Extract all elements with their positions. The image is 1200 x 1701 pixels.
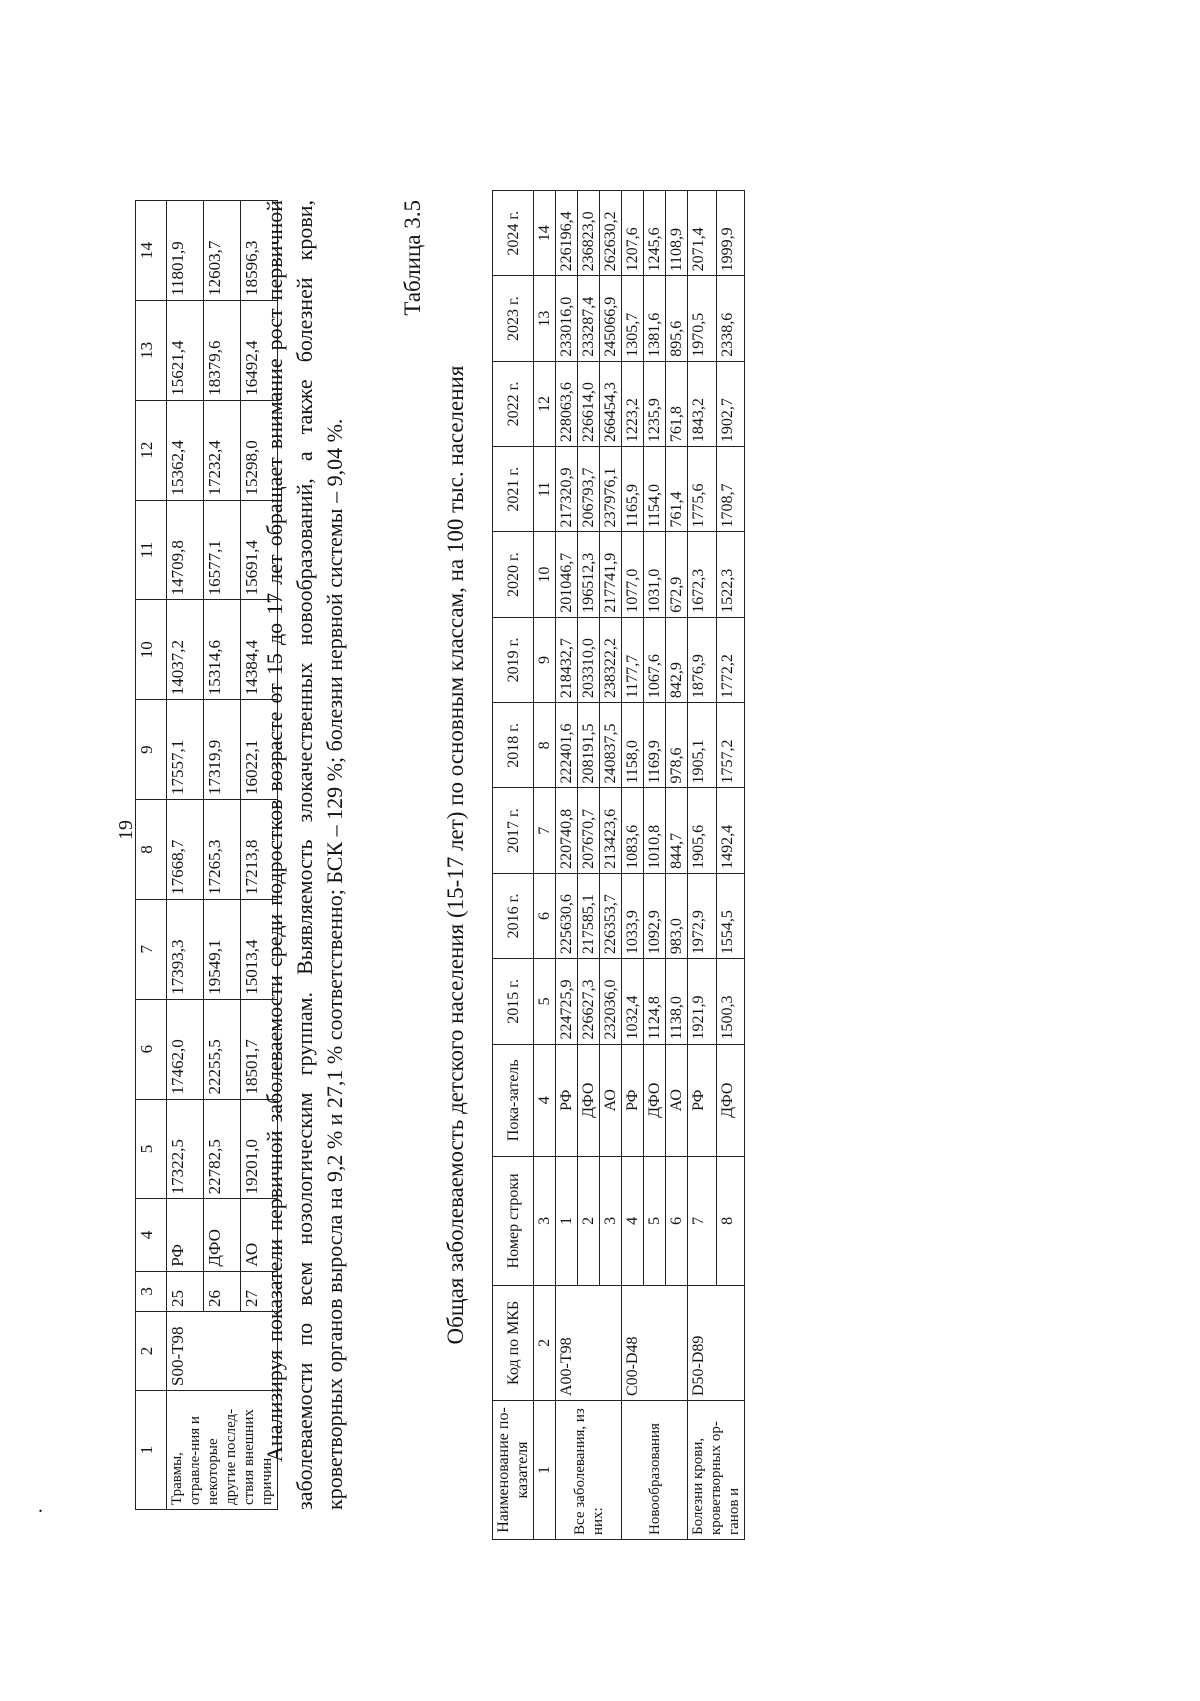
value-cell: 1305,7 [622,276,644,361]
table2-row [688,191,717,1540]
table2-col-header: Код по МКБ [493,1285,534,1400]
value-cell: 1775,6 [688,447,717,532]
indicator: АО [241,1199,278,1271]
value-cell: 17462,0 [167,999,204,1099]
value-cell: 266454,3 [600,361,622,446]
table2-col-number: 12 [534,361,556,446]
table2-col-header: 2019 г. [493,617,534,702]
table2-col-header: Номер строки [493,1156,534,1285]
value-cell: 233287,4 [578,276,600,361]
value-cell: 1177,7 [622,617,644,702]
value-cell: 217320,9 [556,447,578,532]
value-cell: 761,4 [666,447,688,532]
indicator: РФ [688,1044,717,1156]
value-cell: 1083,6 [622,788,644,873]
value-cell: 14037,2 [167,600,204,700]
value-cell: 19549,1 [204,899,241,999]
table2-col-number: 11 [534,447,556,532]
value-cell: 262630,2 [600,191,622,276]
value-cell: 1972,9 [688,873,717,958]
value-cell: 237976,1 [600,447,622,532]
table2-col-number: 4 [534,1044,556,1156]
value-cell: 220740,8 [556,788,578,873]
table1-col-number: 5 [136,1099,167,1199]
table1-row [167,201,204,1510]
value-cell: 203310,0 [578,617,600,702]
table2-header-row [493,191,534,1540]
value-cell: 218432,7 [556,617,578,702]
row-number: 4 [622,1156,644,1285]
row-number: 3 [600,1156,622,1285]
value-cell: 18596,3 [241,201,278,301]
value-cell: 17265,3 [204,800,241,900]
table-label: Таблица 3.5 [400,200,425,316]
indicator: ДФО [578,1044,600,1156]
table2-col-header: 2022 г. [493,361,534,446]
value-cell: 17322,5 [167,1099,204,1199]
value-cell: 17213,8 [241,800,278,900]
table2-col-number: 2 [534,1285,556,1400]
value-cell: 1772,2 [716,617,745,702]
table-continuation [135,200,278,1510]
value-cell: 15691,4 [241,500,278,600]
value-cell: 761,8 [666,361,688,446]
table2-col-header: 2015 г. [493,959,534,1044]
table2-col-number: 14 [534,191,556,276]
value-cell: 208191,5 [578,703,600,788]
table2-col-header: 2024 г. [493,191,534,276]
page-number: 19 [115,820,137,840]
value-cell: 201046,7 [556,532,578,617]
table2-col-number: 3 [534,1156,556,1285]
value-cell: 1033,9 [622,873,644,958]
table2-number-row [534,191,556,1540]
value-cell: 1138,0 [666,959,688,1044]
value-cell: 983,0 [666,873,688,958]
rotated-page [60,30,1160,1600]
value-cell: 1672,3 [688,532,717,617]
table1-col-number: 7 [136,899,167,999]
value-cell: 1999,9 [716,191,745,276]
value-cell: 1077,0 [622,532,644,617]
value-cell: 1905,6 [688,788,717,873]
value-cell: 17232,4 [204,400,241,500]
value-cell: 228063,6 [556,361,578,446]
value-cell: 17319,9 [204,700,241,800]
value-cell: 1010,8 [644,788,666,873]
margin-dot: . [38,1495,43,1517]
indicator: АО [666,1044,688,1156]
value-cell: 217585,1 [578,873,600,958]
table2-col-header: 2021 г. [493,447,534,532]
table2-col-number: 7 [534,788,556,873]
value-cell: 672,9 [666,532,688,617]
table2-col-header: 2020 г. [493,532,534,617]
table1-col-number: 4 [136,1199,167,1271]
group-code-cell: A00-T98 [556,1285,622,1400]
indicator: ДФО [644,1044,666,1156]
value-cell: 1092,9 [644,873,666,958]
table1-name-cell: Травмы, отравле-ния и некоторые другие послед-ствия внешних причин [167,1391,278,1510]
value-cell: 17557,1 [167,700,204,800]
group-code-cell: D50-D89 [688,1285,745,1400]
value-cell: 222401,6 [556,703,578,788]
value-cell: 16022,1 [241,700,278,800]
row-number: 2 [578,1156,600,1285]
table2-col-number: 5 [534,959,556,1044]
value-cell: 978,6 [666,703,688,788]
group-name-cell: Все заболевания, из них: [556,1401,622,1540]
morbidity-table [492,190,745,1540]
value-cell: 2338,6 [716,276,745,361]
indicator: РФ [556,1044,578,1156]
value-cell: 236823,0 [578,191,600,276]
value-cell: 240837,5 [600,703,622,788]
table2-col-header: 2023 г. [493,276,534,361]
value-cell: 196512,3 [578,532,600,617]
table2-row [556,191,578,1540]
table1-col-number: 1 [136,1391,167,1510]
table1-col-number: 11 [136,500,167,600]
table2-col-number: 1 [534,1401,556,1540]
group-code-cell: C00-D48 [622,1285,688,1400]
value-cell: 1902,7 [716,361,745,446]
value-cell: 11801,9 [167,201,204,301]
row-number: 6 [666,1156,688,1285]
value-cell: 17393,3 [167,899,204,999]
value-cell: 233016,0 [556,276,578,361]
value-cell: 18379,6 [204,300,241,400]
table2-col-header: 2017 г. [493,788,534,873]
table2-col-number: 8 [534,703,556,788]
value-cell: 1708,7 [716,447,745,532]
value-cell: 232036,0 [600,959,622,1044]
value-cell: 1158,0 [622,703,644,788]
value-cell: 18501,7 [241,999,278,1099]
value-cell: 1154,0 [644,447,666,532]
value-cell: 1492,4 [716,788,745,873]
value-cell: 1223,2 [622,361,644,446]
table-title: Общая заболеваемость детского населения (15-17 лет) по основным классам, на 100 тыс. населения [443,365,468,1345]
table2-col-number: 6 [534,873,556,958]
table1-col-number: 3 [136,1271,167,1311]
table1-col-number: 14 [136,201,167,301]
value-cell: 225630,6 [556,873,578,958]
value-cell: 207670,7 [578,788,600,873]
value-cell: 842,9 [666,617,688,702]
value-cell: 206793,7 [578,447,600,532]
value-cell: 245066,9 [600,276,622,361]
analysis-paragraph: Анализируя показатели первичной заболеваемости среди подростков возрасте от 15 до 17 лет обращает внимание рост первичной заболеваемости по всем нозологическим группам. Выявляемость злокачественных новообразований, а также болезней крови, кроветворных органов выросла на 9,2 % и 27,1 % соответственно; БСК – 129 %; болезни нервной системы – 9,04 %. [262,200,347,1510]
value-cell: 1124,8 [644,959,666,1044]
value-cell: 217741,9 [600,532,622,617]
table2-col-header: Наименование по-казателя [493,1401,534,1540]
value-cell: 226614,0 [578,361,600,446]
table2-col-number: 10 [534,532,556,617]
table2-col-header: 2018 г. [493,703,534,788]
row-number: 26 [204,1271,241,1311]
value-cell: 213423,6 [600,788,622,873]
value-cell: 1970,5 [688,276,717,361]
value-cell: 2071,4 [688,191,717,276]
value-cell: 1554,5 [716,873,745,958]
table2-row [622,191,644,1540]
table1-col-number: 6 [136,999,167,1099]
value-cell: 16492,4 [241,300,278,400]
group-name-cell: Болезни крови, кроветворных ор-ганов и [688,1401,745,1540]
value-cell: 226627,3 [578,959,600,1044]
value-cell: 844,7 [666,788,688,873]
value-cell: 15298,0 [241,400,278,500]
table1-number-row [136,201,167,1510]
row-number: 5 [644,1156,666,1285]
value-cell: 15013,4 [241,899,278,999]
value-cell: 1905,1 [688,703,717,788]
value-cell: 226353,7 [600,873,622,958]
value-cell: 1108,9 [666,191,688,276]
row-number: 27 [241,1271,278,1311]
table1-col-number: 8 [136,800,167,900]
value-cell: 1031,0 [644,532,666,617]
value-cell: 224725,9 [556,959,578,1044]
value-cell: 1032,4 [622,959,644,1044]
value-cell: 1921,9 [688,959,717,1044]
table1-col-number: 9 [136,700,167,800]
table2-col-header: 2016 г. [493,873,534,958]
value-cell: 1500,3 [716,959,745,1044]
indicator: АО [600,1044,622,1156]
value-cell: 1235,9 [644,361,666,446]
table1-col-number: 12 [136,400,167,500]
value-cell: 15314,6 [204,600,241,700]
value-cell: 14384,4 [241,600,278,700]
indicator: ДФО [204,1199,241,1271]
indicator: РФ [622,1044,644,1156]
value-cell: 1165,9 [622,447,644,532]
value-cell: 238322,2 [600,617,622,702]
row-number: 25 [167,1271,204,1311]
value-cell: 1522,3 [716,532,745,617]
value-cell: 17668,7 [167,800,204,900]
row-number: 1 [556,1156,578,1285]
value-cell: 1757,2 [716,703,745,788]
value-cell: 22255,5 [204,999,241,1099]
value-cell: 19201,0 [241,1099,278,1199]
value-cell: 1169,9 [644,703,666,788]
table1-col-number: 2 [136,1312,167,1391]
group-name-cell: Новообразования [622,1401,688,1540]
indicator: РФ [167,1199,204,1271]
value-cell: 16577,1 [204,500,241,600]
value-cell: 1381,6 [644,276,666,361]
value-cell: 15621,4 [167,300,204,400]
table1-col-number: 10 [136,600,167,700]
value-cell: 1207,6 [622,191,644,276]
table2-col-number: 13 [534,276,556,361]
table2-col-header: Пока-затель [493,1044,534,1156]
table2-col-number: 9 [534,617,556,702]
table1-col-number: 13 [136,300,167,400]
indicator: ДФО [716,1044,745,1156]
value-cell: 1067,6 [644,617,666,702]
value-cell: 15362,4 [167,400,204,500]
value-cell: 1876,9 [688,617,717,702]
value-cell: 14709,8 [167,500,204,600]
value-cell: 895,6 [666,276,688,361]
value-cell: 1245,6 [644,191,666,276]
value-cell: 226196,4 [556,191,578,276]
table1-code-cell: S00-T98 [167,1312,278,1391]
value-cell: 12603,7 [204,201,241,301]
row-number: 8 [716,1156,745,1285]
row-number: 7 [688,1156,717,1285]
value-cell: 22782,5 [204,1099,241,1199]
value-cell: 1843,2 [688,361,717,446]
